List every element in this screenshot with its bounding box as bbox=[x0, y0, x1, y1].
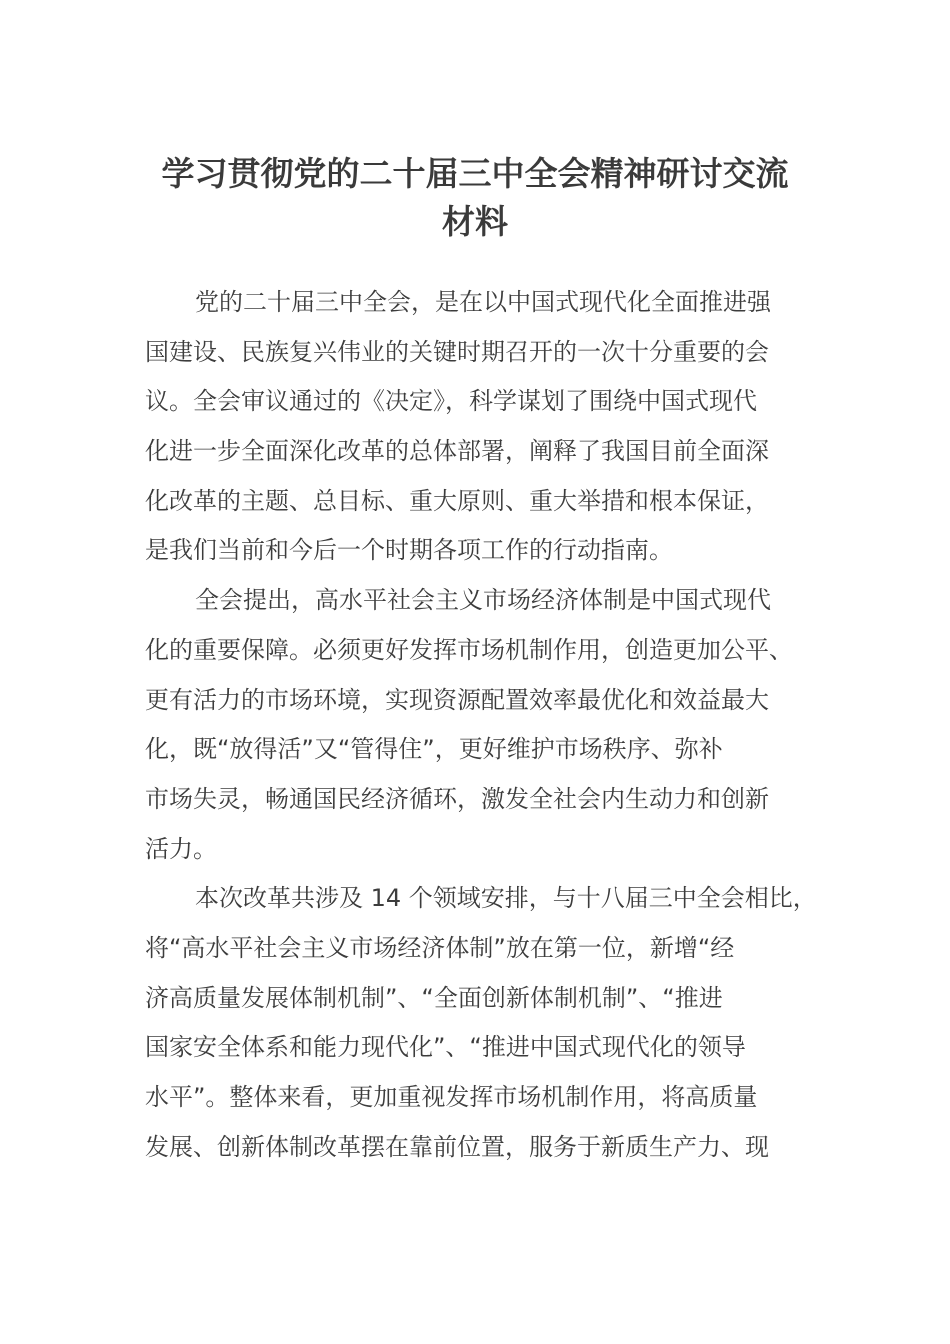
paragraph-line: 市场失灵，畅通国民经济循环，激发全社会内生动力和创新 bbox=[145, 784, 769, 813]
paragraph-line: 国建设、民族复兴伟业的关键时期召开的一次十分重要的会 bbox=[145, 337, 769, 366]
paragraph-3 bbox=[145, 874, 845, 1172]
paragraph-line: 是我们当前和今后一个时期各项工作的行动指南。 bbox=[145, 536, 673, 565]
paragraph-line: 化改革的主题、总目标、重大原则、重大举措和根本保证， bbox=[145, 486, 769, 515]
paragraph-1 bbox=[145, 278, 845, 576]
paragraph-line: 济高质量发展体制机制”、“全面创新体制机制”、“推进 bbox=[145, 983, 723, 1012]
paragraph-line: 水平”。整体来看，更加重视发挥市场机制作用，将高质量 bbox=[145, 1083, 758, 1111]
paragraph-line: 化进一步全面深化改革的总体部署，阐释了我国目前全面深 bbox=[145, 437, 769, 466]
paragraph-line: 国家安全体系和能力现代化”、“推进中国式现代化的领导 bbox=[145, 1033, 746, 1062]
paragraph-line: 活力。 bbox=[145, 834, 217, 863]
title-line-1: 学习贯彻党的二十届三中全会精神研讨交流 bbox=[161, 154, 789, 193]
document-title bbox=[100, 150, 850, 246]
paragraph-line: 发展、创新体制改革摆在靠前位置，服务于新质生产力、现 bbox=[145, 1132, 769, 1161]
paragraph-line: 党的二十届三中全会，是在以中国式现代化全面推进强 bbox=[195, 288, 771, 316]
document-body bbox=[145, 278, 845, 1172]
paragraph-line: 化的重要保障。必须更好发挥市场机制作用，创造更加公平、 bbox=[145, 635, 793, 664]
paragraph-line: 议。全会审议通过的《决定》，科学谋划了围绕中国式现代 bbox=[145, 387, 757, 416]
title-line-2: 材料 bbox=[442, 202, 508, 241]
paragraph-line: 更有活力的市场环境，实现资源配置效率最优化和效益最大 bbox=[145, 685, 769, 714]
paragraph-line: 本次改革共涉及 14 个领域安排，与十八届三中全会相比， bbox=[195, 884, 817, 913]
paragraph-line: 将“高水平社会主义市场经济体制”放在第一位，新增“经 bbox=[145, 933, 735, 962]
paragraph-line: 全会提出，高水平社会主义市场经济体制是中国式现代 bbox=[195, 586, 771, 615]
paragraph-line: 化，既“放得活”又“管得住”，更好维护市场秩序、弥补 bbox=[145, 735, 723, 764]
paragraph-2 bbox=[145, 576, 845, 874]
